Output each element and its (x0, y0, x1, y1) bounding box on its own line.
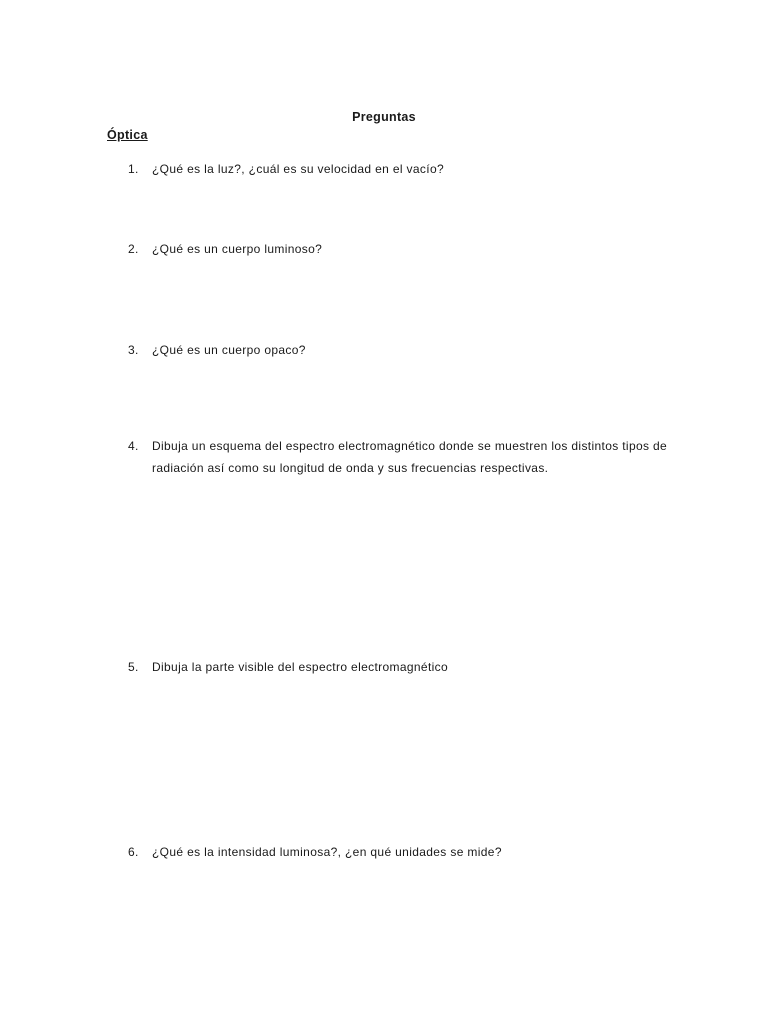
page-title-text: Preguntas (352, 110, 416, 124)
section-heading: Óptica (107, 128, 148, 142)
question-item (128, 656, 688, 678)
question-number: 6. (128, 845, 139, 859)
question-item (128, 435, 688, 479)
question-number: 5. (128, 660, 139, 674)
question-number: 3. (128, 343, 139, 357)
question-text: Dibuja la parte visible del espectro electromagnético (152, 660, 449, 674)
question-text: Dibuja un esquema del espectro electromagnético donde se muestren los distintos tipos de radiación así como su longitud de onda y sus frecuencias respectivas. (152, 439, 668, 475)
question-text: ¿Qué es la luz?, ¿cuál es su velocidad en el vacío? (152, 162, 444, 176)
question-item (128, 158, 688, 180)
question-number: 4. (128, 439, 139, 453)
question-item (128, 841, 688, 863)
question-item (128, 339, 688, 361)
question-text: ¿Qué es un cuerpo luminoso? (152, 242, 323, 256)
question-number: 2. (128, 242, 139, 256)
question-text: ¿Qué es un cuerpo opaco? (152, 343, 306, 357)
question-text: ¿Qué es la intensidad luminosa?, ¿en qué unidades se mide? (152, 845, 502, 859)
question-item (128, 238, 688, 260)
page-title (0, 110, 768, 124)
question-number: 1. (128, 162, 139, 176)
